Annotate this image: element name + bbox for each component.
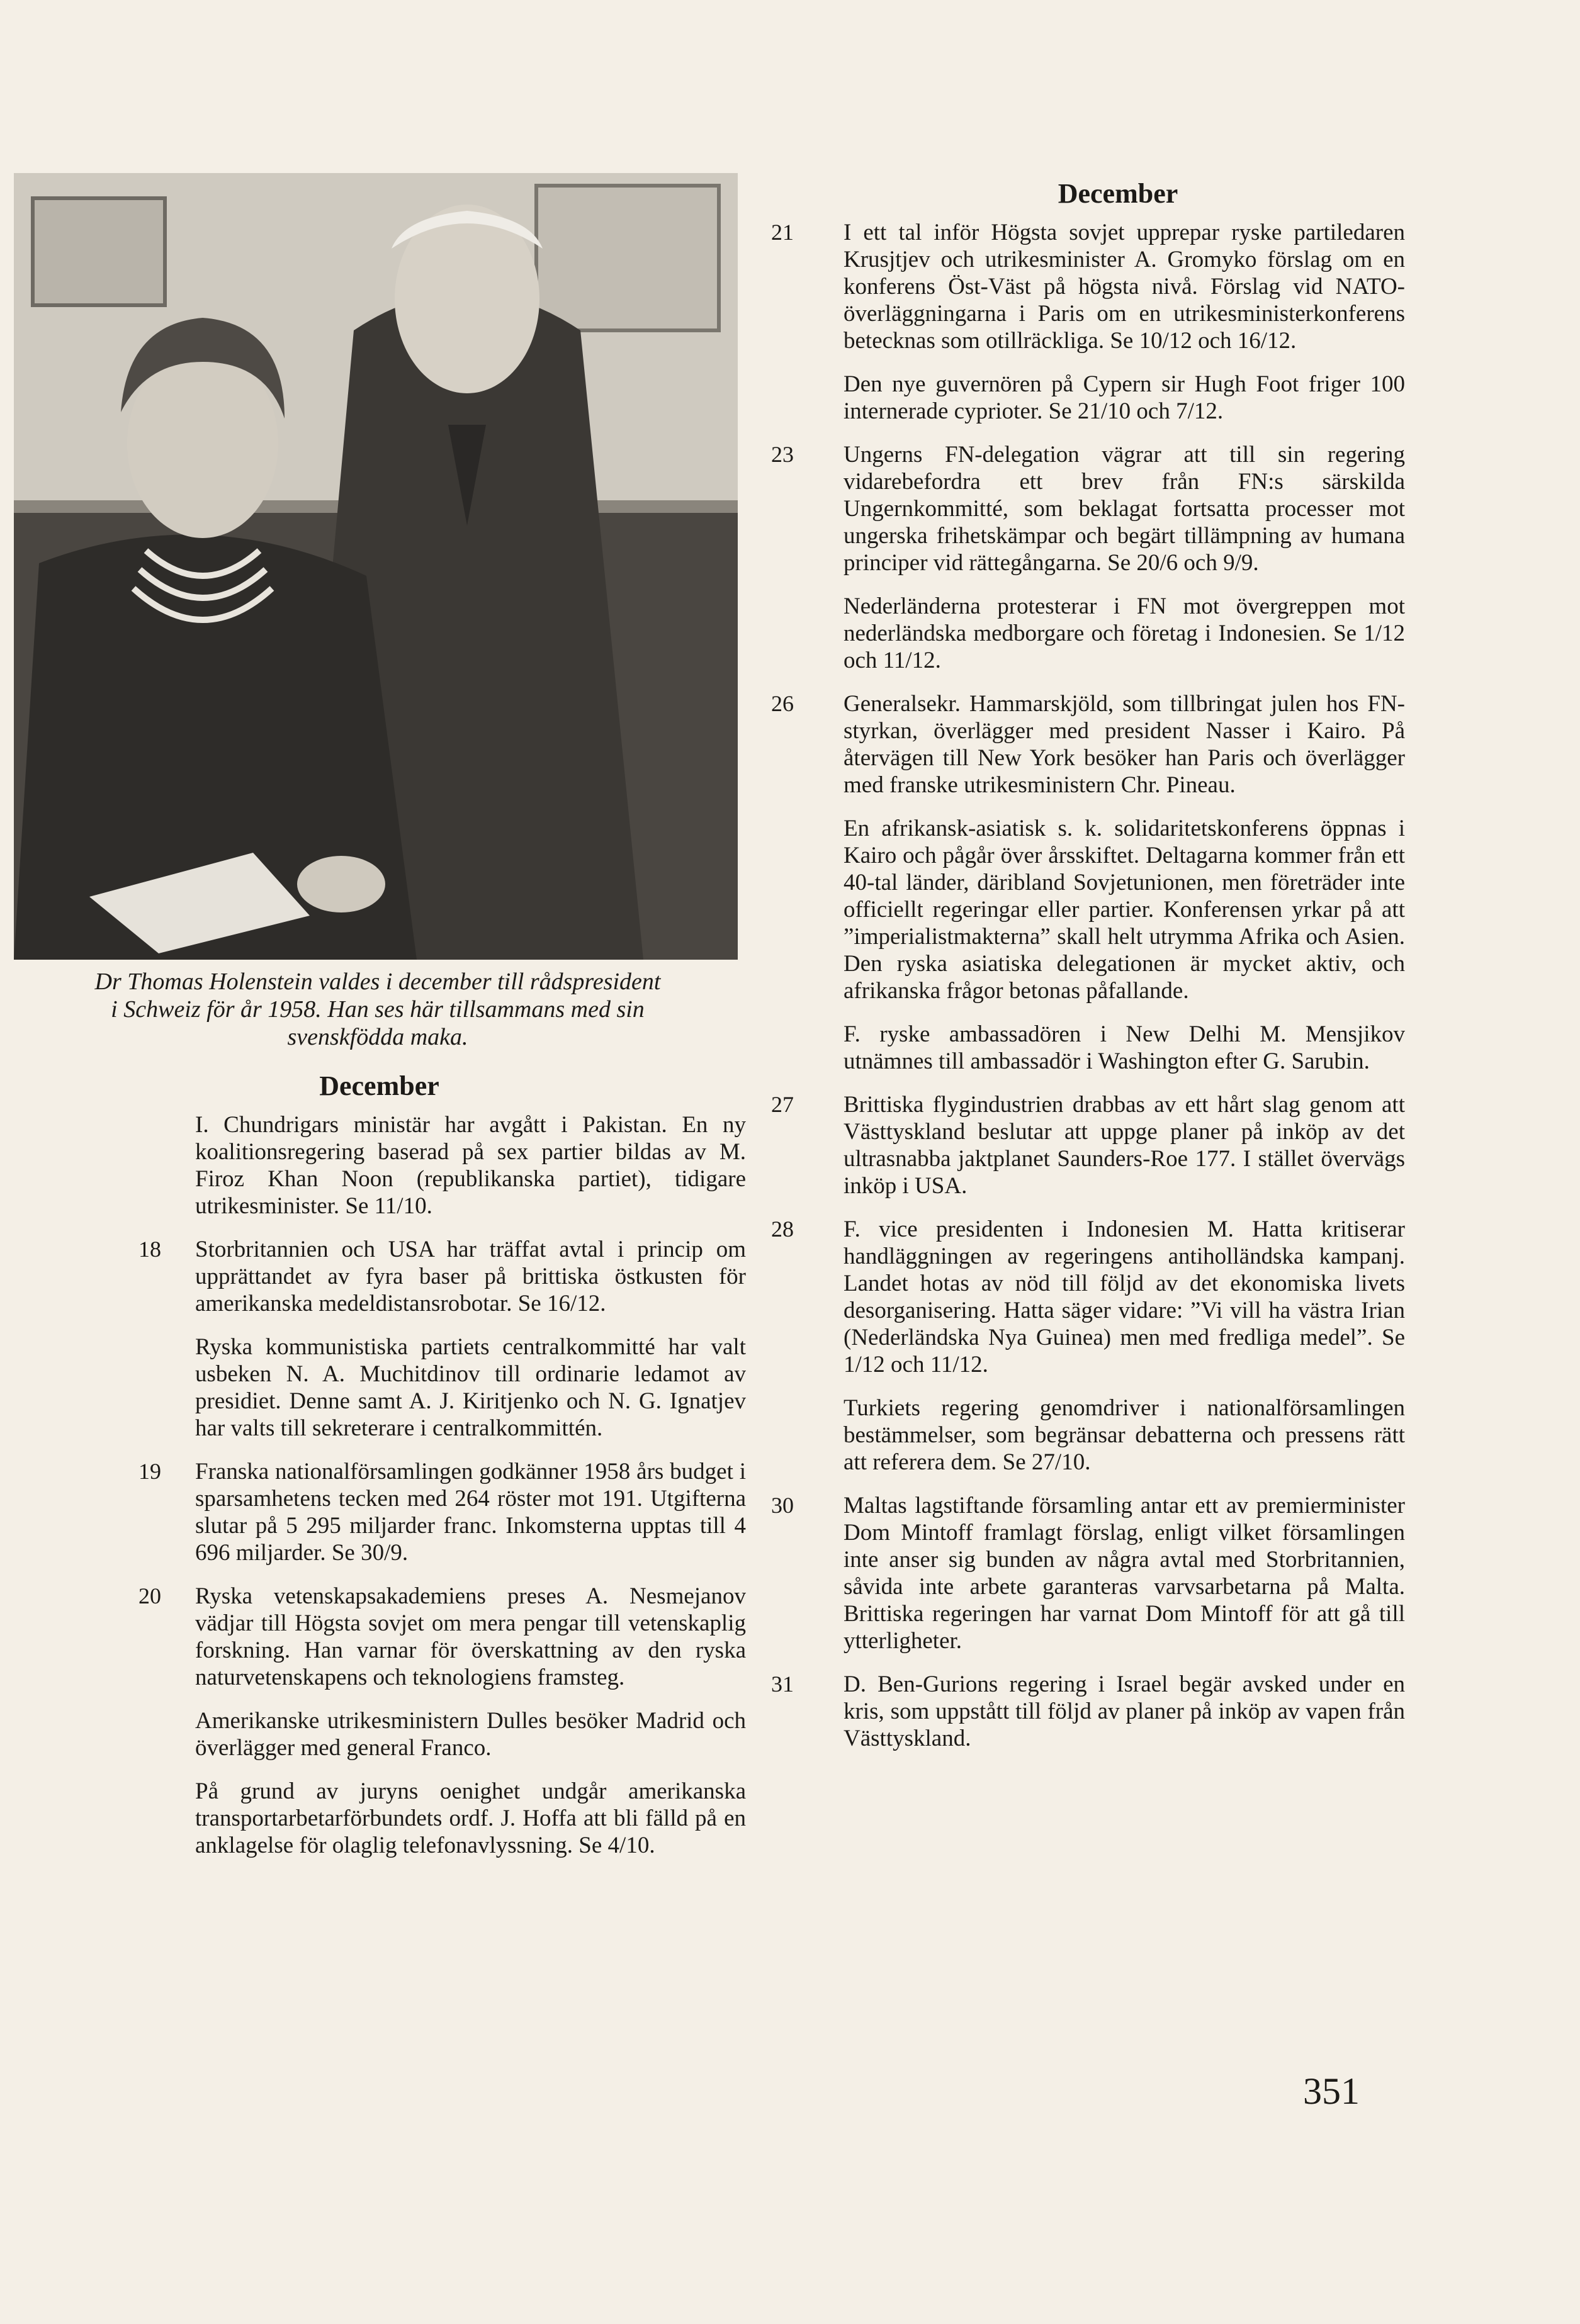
chronicle-entry [771,690,1405,1075]
entry-date: 19 [138,1459,161,1484]
entry-paragraph: Storbritannien och USA har träffat avtal i princip om upprättandet av fyra baser på brittiska östkusten för amerikanska medeldistansrobotar. Se 16/12. [195,1237,746,1316]
page-number: 351 [1303,2070,1360,2112]
entry-paragraph: Nederländerna protesterar i FN mot övergreppen mot nederländska medborgare och företag i Indonesien. Se 1/12 och 11/12. [844,593,1405,673]
caption-line: Dr Thomas Holenstein valdes i december till rådspresident [94,968,661,995]
caption-line: svenskfödda maka. [287,1024,468,1050]
caption-line: i Schweiz för år 1958. Han ses här tillsammans med sin [111,996,645,1023]
entry-date: 18 [138,1237,161,1262]
entry-text [844,1216,1405,1476]
entry-text [844,219,1405,425]
entry-text [844,1671,1405,1752]
entry-paragraph: I ett tal inför Högsta sovjet upprepar ryske partiledaren Krusjtjev och utrikesminister A. Gromyko förslag om en konferens Öst-Väst på högsta nivå. Förslag vid NATO-överläggningarna i Paris om en utrikesministerkonferens betecknas som otillräckliga. Se 10/12 och 16/12. [844,220,1405,354]
chronicle-entry [771,1091,1405,1199]
entry-text [195,1458,746,1566]
portrait-photo [14,173,738,960]
entry-date: 26 [771,691,794,716]
entry-paragraph: Den nye guvernören på Cypern sir Hugh Foot friger 100 internerade cyprioter. Se 21/10 och 7/12. [844,371,1405,424]
entry-text [195,1236,746,1442]
entry-paragraph: Ryska kommunistiska partiets centralkommitté har valt usbeken N. A. Muchitdinov till ordinarie ledamot av presidiet. Denne samt A. J. Kiritjenko och N. G. Ignatjev har valts till sekreterare i centralkommittén. [195,1334,746,1441]
chronicle-entry [13,1458,746,1566]
photo-caption [13,968,743,1051]
entry-paragraph: D. Ben-Gurions regering i Israel begär avsked under en kris, som uppstått till följd av planer på inköp av vapen från Västtyskland. [844,1671,1405,1751]
entry-date: 27 [771,1092,794,1117]
chronicle-entry [13,1236,746,1442]
entry-paragraph: Franska nationalförsamlingen godkänner 1958 års budget i sparsamhetens tecken med 264 röster mot 191. Utgifterna slutar på 5 295 miljarder franc. Inkomsterna upptas till 4 696 miljarder. Se 30/9. [195,1459,746,1566]
section-heading: December [1058,178,1178,209]
entry-paragraph: Ungerns FN-delegation vägrar att till sin regering vidarebefordra ett brev från FN:s särskilda Ungernkommitté, som beklagat fortsatta processer mot ungerska frihetskämpar och begärt tillämpning av humana principer vid rättegångarna. Se 20/6 och 9/9. [844,442,1405,576]
entry-text [844,1492,1405,1654]
entry-date: 23 [771,442,794,467]
entry-paragraph: Brittiska flygindustrien drabbas av ett hårt slag genom att Västtyskland beslutar att uppge planer på inköp av det ultrasnabba jaktplanet Saunders-Roe 177. I stället övervägs inköp i USA. [844,1092,1405,1199]
entry-date: 30 [771,1493,794,1518]
entry-paragraph: F. vice presidenten i Indonesien M. Hatta kritiserar handläggningen av regeringens antiholländska kampanj. Landet hotas av nöd till följd av det ekonomiska livets desorganisering. Hatta säger vidare: ”Vi vill ha västra Irian (Nederländska Nya Guinea) men med fredliga medel”. Se 1/12 och 11/12. [844,1216,1405,1378]
entry-date: 21 [771,220,794,245]
entry-paragraph: På grund av juryns oenighet undgår amerikanska transportarbetarförbundets ordf. J. Hoffa att bli fälld på en anklagelse för olaglig telefonavlyssning. Se 4/10. [195,1778,746,1858]
entry-date: 20 [138,1583,161,1608]
portrait-photo-icon [14,173,738,960]
entry-text [195,1583,746,1859]
entry-text [844,441,1405,674]
chronicle-entry [771,1671,1405,1752]
chronicle-entry [13,1111,746,1220]
chronicle-entry [771,1492,1405,1654]
entry-text [844,690,1405,1075]
chronicle-entry [13,1583,746,1859]
right-column [771,177,1405,1768]
entry-paragraph: Turkiets regering genomdriver i nationalförsamlingen bestämmelser, som begränsar debatterna och pressens rätt att referera dem. Se 27/10. [844,1395,1405,1475]
entry-paragraph: Amerikanske utrikesministern Dulles besöker Madrid och överlägger med general Franco. [195,1708,746,1761]
chronicle-entry [771,219,1405,425]
entry-paragraph: En afrikansk-asiatisk s. k. solidaritetskonferens öppnas i Kairo och pågår över årsskiftet. Deltagarna kommer från ett 40-tal länder, däribland Sovjetunionen, men företräder inte officiellt regeringar eller partier. Konferensen yrkar på att ”imperialistmakterna” skall helt utrymma Afrika och Asien. Den ryska asiatiska delegationen är mycket aktiv, och afrikanska frågor betonas påfallande. [844,816,1405,1004]
entry-paragraph: Ryska vetenskapsakademiens preses A. Nesmejanov vädjar till Högsta sovjet om mera pengar till vetenskaplig forskning. Han varnar för överskattning av den ryska naturvetenskapens och teknologiens framsteg. [195,1583,746,1690]
entry-date: 28 [771,1216,794,1242]
entry-paragraph: F. ryske ambassadören i New Delhi M. Mensjikov utnämnes till ambassadör i Washington efter G. Sarubin. [844,1021,1405,1074]
entry-text [195,1111,746,1220]
entry-text [844,1091,1405,1199]
entry-paragraph: Maltas lagstiftande församling antar ett av premierminister Dom Mintoff framlagt förslag, enligt vilket församlingen inte anser sig bunden av några avtal med Storbritannien, såvida inte arbete garanteras varvsarbetarna på Malta. Brittiska regeringen har varnat Dom Mintoff för att gå till ytterligheter. [844,1493,1405,1654]
chronicle-entry [771,441,1405,674]
left-column [13,1070,746,1875]
chronicle-entry [771,1216,1405,1476]
section-heading: December [319,1070,439,1101]
entry-paragraph: Generalsekr. Hammarskjöld, som tillbringat julen hos FN-styrkan, överlägger med president Nasser i Kairo. På återvägen till New York besöker han Paris och överlägger med franske utrikesministern Chr. Pineau. [844,691,1405,798]
entry-paragraph: I. Chundrigars ministär har avgått i Pakistan. En ny koalitionsregering baserad på sex partier bildas av M. Firoz Khan Noon (republikanska partiet), tidigare utrikesminister. Se 11/10. [195,1112,746,1219]
entry-date: 31 [771,1671,794,1697]
